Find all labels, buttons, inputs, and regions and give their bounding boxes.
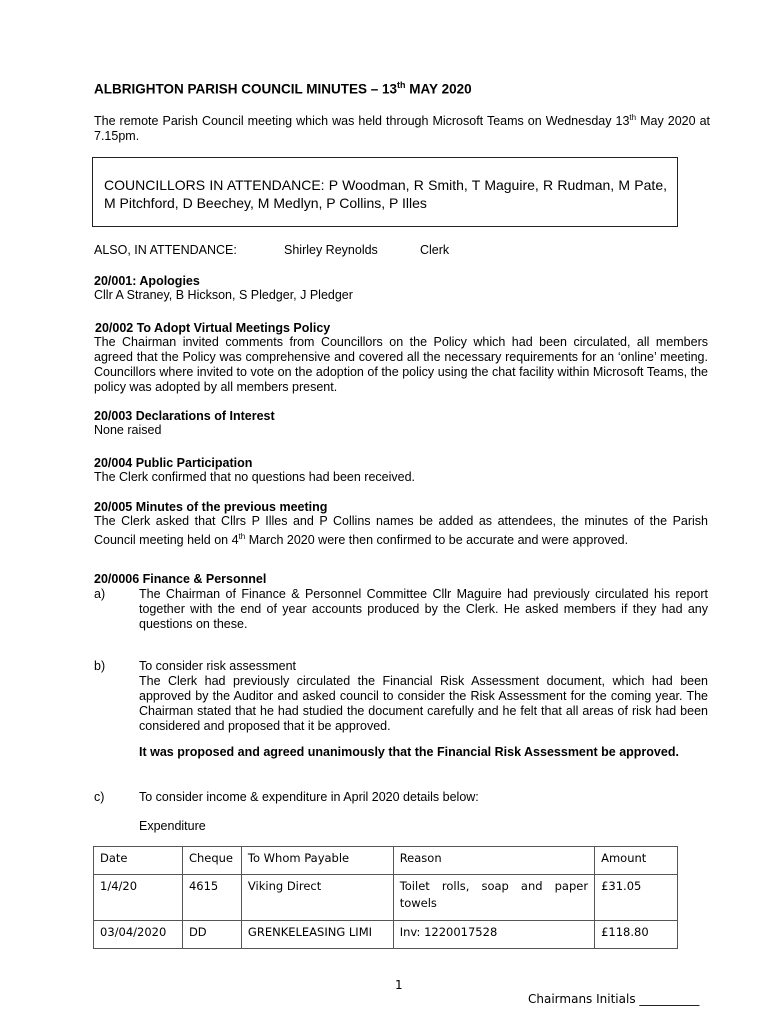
cell-amount: £31.05	[595, 875, 678, 921]
section-previous-minutes	[94, 500, 708, 548]
attendance-box: COUNCILLORS IN ATTENDANCE: P Woodman, R Smith, T Maguire, R Rudman, M Pate, M Pitchford, D Beechey, M Medlyn, P Collins, P Illes	[92, 157, 678, 227]
section-body	[94, 514, 708, 548]
also-label: ALSO, IN ATTENDANCE:	[94, 243, 237, 257]
item-label-c: c)	[94, 790, 105, 804]
section-public-participation	[94, 456, 708, 485]
intro-text-2: May 2020 at 7.15pm.	[94, 114, 711, 144]
header-reason: Reason	[393, 847, 594, 875]
section-heading: 20/002 To Adopt Virtual Meetings Policy	[95, 321, 331, 335]
header-payee: To Whom Payable	[241, 847, 393, 875]
header-amount: Amount	[595, 847, 678, 875]
section-heading: 20/004 Public Participation	[94, 456, 253, 470]
section-virtual-meetings	[94, 321, 708, 395]
section-apologies	[94, 274, 708, 303]
intro-paragraph	[94, 110, 710, 144]
section-body: The Chairman invited comments from Councillors on the Policy which had been circulated, all members agreed that the Policy was comprehensive and covered all the necessary requirements for an ‘online’ meeting. Councillors where invited to vote on the adoption of the policy using the chat facility within Microsoft Teams, the policy was adopted by all members present.	[94, 335, 708, 394]
title-superscript: th	[397, 80, 406, 90]
also-role: Clerk	[420, 243, 450, 257]
cell-payee: Viking Direct	[241, 875, 393, 921]
cell-date: 1/4/20	[94, 875, 183, 921]
cell-cheque: 4615	[182, 875, 241, 921]
table-row	[94, 921, 678, 949]
title-tail: MAY 2020	[405, 81, 472, 97]
table-row	[94, 875, 678, 921]
item-c-text: To consider income & expenditure in April 2020 details below:	[139, 790, 479, 804]
page-title	[94, 80, 472, 97]
item-b-text: The Clerk had previously circulated the Financial Risk Assessment document, which had been approved by the Auditor and asked council to consider the Risk Assessment for the coming year. The Chairman stated that he had studied the document carefully and he felt that all areas of risk had been considered and proposed that it be approved.	[139, 674, 708, 733]
chairmans-initials: Chairmans Initials __________	[528, 992, 700, 1006]
item-a-text: The Chairman of Finance & Personnel Committee Cllr Maguire had previously circulated his report together with the end of year accounts produced by the Clerk. He asked members if they had any questions on these.	[139, 587, 708, 631]
section-heading: 20/001: Apologies	[94, 274, 200, 288]
also-name: Shirley Reynolds	[284, 243, 378, 257]
expenditure-label: Expenditure	[139, 819, 206, 833]
cell-reason: Toilet rolls, soap and paper towels	[393, 875, 594, 921]
expenditure-table	[93, 846, 678, 949]
item-b-title: To consider risk assessment	[139, 659, 297, 673]
minutes-superscript: th	[238, 532, 246, 541]
intro-text-1: The remote Parish Council meeting which was held through Microsoft Teams on Wednesday 13	[94, 114, 630, 129]
title-text: ALBRIGHTON PARISH COUNCIL MINUTES – 13	[94, 81, 398, 97]
item-label-b: b)	[94, 659, 106, 673]
header-date: Date	[94, 847, 183, 875]
item-label-a: a)	[94, 587, 106, 601]
section-body: The Clerk confirmed that no questions had been received.	[94, 470, 416, 484]
section-declarations	[94, 409, 708, 438]
section-heading-finance: 20/0006 Finance & Personnel	[94, 572, 267, 586]
section-heading: 20/003 Declarations of Interest	[94, 409, 275, 423]
table-header-row	[94, 847, 678, 875]
section-body: None raised	[94, 423, 162, 437]
cell-payee: GRENKELEASING LIMI	[241, 921, 393, 949]
item-b-resolution: It was proposed and agreed unanimously that the Financial Risk Assessment be approved.	[139, 745, 679, 759]
cell-date: 03/04/2020	[94, 921, 183, 949]
cell-amount: £118.80	[595, 921, 678, 949]
intro-superscript: th	[629, 113, 637, 122]
header-cheque: Cheque	[182, 847, 241, 875]
minutes-text-1: The Clerk asked that Cllrs P Illes and P Collins names be added as attendees, the minutes of the Parish Council meeting held on 4	[94, 514, 708, 548]
minutes-text-2: March 2020 were then confirmed to be accurate and were approved.	[245, 533, 629, 548]
cell-reason: Inv: 1220017528	[393, 921, 594, 949]
section-body: Cllr A Straney, B Hickson, S Pledger, J Pledger	[94, 288, 353, 302]
cell-cheque: DD	[182, 921, 241, 949]
page-number: 1	[395, 978, 403, 992]
section-heading: 20/005 Minutes of the previous meeting	[94, 500, 328, 514]
